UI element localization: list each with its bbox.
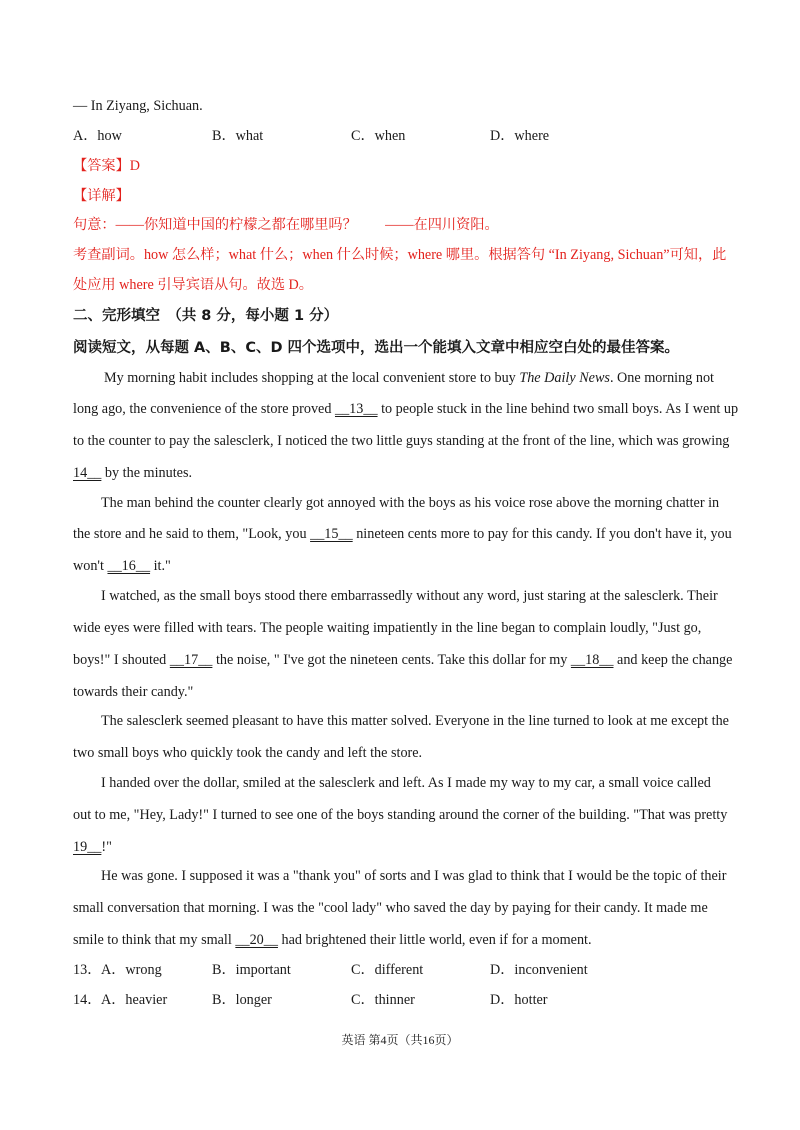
sentence-meaning: 句意：——你知道中国的柠檬之都在哪里吗？ ——在四川资阳。 — [73, 217, 499, 233]
passage-p5-line2: out to me, "Hey, Lady!" I turned to see one of the boys standing around the corner of the building. "That was pretty — [73, 807, 728, 823]
text: long ago, the convenience of the store proved — [73, 401, 335, 417]
passage-p3-line1: I watched, as the small boys stood there embarrassedly without any word, just staring at the salesclerk. Their — [101, 588, 718, 604]
text: it." — [150, 558, 171, 574]
passage-p6-line3 — [73, 930, 592, 950]
passage-p6-line1: He was gone. I supposed it was a "thank you" of sorts and I was glad to think that I would be the topic of their — [101, 868, 727, 884]
blank-18: __18__ — [570, 652, 614, 668]
text: boys!" I shouted — [73, 652, 170, 668]
blank-17: __17__ — [169, 652, 213, 668]
question-14-number: 14． — [73, 992, 102, 1008]
text: . One morning not — [609, 370, 714, 386]
text: to people stuck in the line behind two small boys. As I went up — [377, 401, 739, 417]
prev-option-a: A．how — [73, 128, 122, 144]
detail-label: 【详解】 — [73, 188, 130, 204]
prev-answer-line: — In Ziyang, Sichuan. — [73, 98, 203, 114]
blank-16: __16__ — [107, 558, 151, 574]
question-14-option-a: A．heavier — [101, 992, 168, 1008]
prev-option-b: B．what — [212, 128, 264, 144]
text: the store and he said to them, "Look, you — [73, 526, 311, 542]
passage-p5-line1: I handed over the dollar, smiled at the salesclerk and left. As I made my way to my car, a small voice called — [101, 775, 711, 791]
text: by the minutes. — [101, 465, 193, 481]
blank-15: __15__ — [310, 526, 353, 542]
passage-p4-line1: The salesclerk seemed pleasant to have this matter solved. Everyone in the line turned to look at me except the — [101, 713, 729, 729]
newspaper-title: The Daily News — [519, 370, 610, 386]
passage-p3-line4: towards their candy." — [73, 684, 194, 700]
passage-p3-line2: wide eyes were filled with tears. The people waiting impatiently in the line began to complain loudly, "Just go, — [73, 620, 702, 636]
passage-p2-line1: The man behind the counter clearly got annoyed with the boys as his voice rose above the morning chatter in — [101, 495, 720, 511]
passage-p4-line2: two small boys who quickly took the candy and left the store. — [73, 745, 423, 761]
passage-p1-line3: to the counter to pay the salesclerk, I noticed the two little guys standing at the front of the line, which was growing — [73, 433, 730, 449]
text: My morning habit includes shopping at the local convenient store to buy — [104, 370, 520, 386]
question-13-option-c: C．different — [351, 962, 424, 978]
text: smile to think that my small — [73, 932, 236, 948]
blank-19: 19__ — [73, 839, 102, 855]
text: !" — [101, 839, 112, 855]
page-footer: 英语 第4页（共16页） — [341, 1033, 459, 1047]
text: the noise, " I've got the nineteen cents. Take this dollar for my — [212, 652, 571, 668]
passage-p3-line3 — [73, 650, 732, 670]
blank-13: __13__ — [334, 401, 378, 417]
passage-p1-line4 — [73, 463, 192, 483]
text: and keep the change — [613, 652, 733, 668]
passage-p1-line1 — [104, 368, 714, 388]
section-title: 二、完形填空 （共 8 分，每小题 1 分） — [73, 308, 339, 324]
prev-option-d: D．where — [490, 128, 550, 144]
blank-20: __20__ — [235, 932, 278, 948]
question-13-option-b: B．important — [212, 962, 291, 978]
passage-p6-line2: small conversation that morning. I was the "cool lady" who saved the day by paying for their candy. It made me — [73, 900, 708, 916]
question-13-number: 13． — [73, 962, 102, 978]
passage-p2-line2 — [73, 524, 732, 544]
blank-14: 14__ — [73, 465, 102, 481]
passage-p2-line3 — [73, 556, 171, 576]
question-13-option-d: D．inconvenient — [490, 962, 588, 978]
passage-p5-line3 — [73, 837, 112, 857]
question-14-option-d: D．hotter — [490, 992, 548, 1008]
answer-label: 【答案】D — [73, 158, 140, 174]
question-13-option-a: A．wrong — [101, 962, 162, 978]
text: won't — [73, 558, 108, 574]
text: nineteen cents more to pay for this candy. If you don't have it, you — [352, 526, 732, 542]
question-14-option-b: B．longer — [212, 992, 272, 1008]
analysis-line-1: 考查副词。how 怎么样；what 什么；when 什么时候；where 哪里。根据答句 “In Ziyang, Sichuan”可知，此 — [73, 247, 727, 263]
text: had brightened their little world, even if for a moment. — [277, 932, 592, 948]
section-instruction: 阅读短文，从每题 A、B、C、D 四个选项中，选出一个能填入文章中相应空白处的最佳答案。 — [73, 340, 680, 356]
analysis-line-2: 处应用 where 引导宾语从句。故选 D。 — [73, 277, 313, 293]
prev-option-c: C．when — [351, 128, 406, 144]
question-14-option-c: C．thinner — [351, 992, 415, 1008]
passage-p1-line2 — [73, 399, 738, 419]
